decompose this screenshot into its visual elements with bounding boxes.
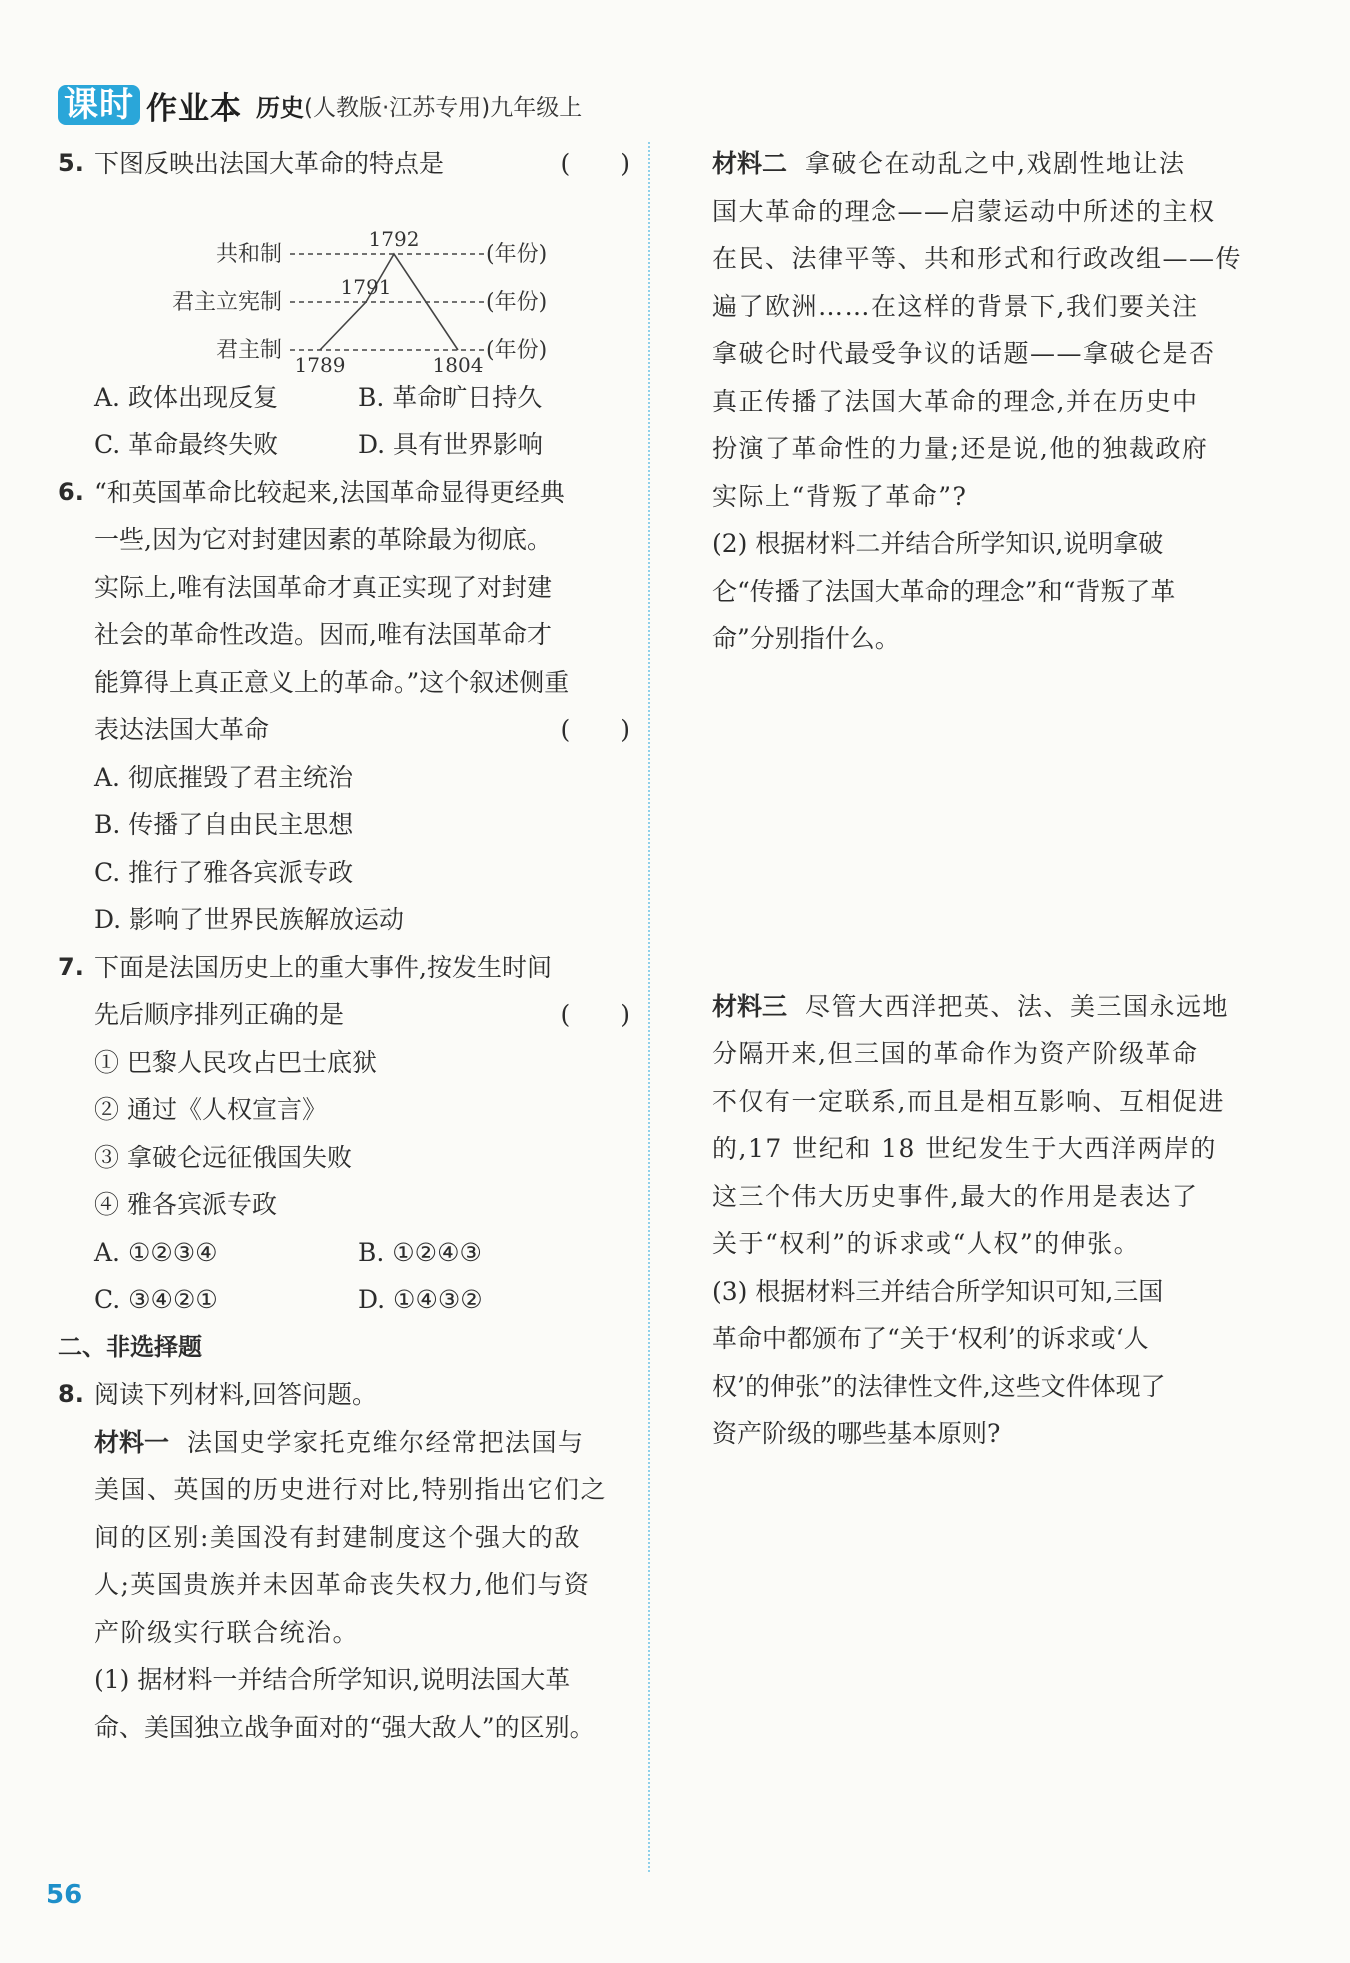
regime-timeline-svg (94, 188, 630, 374)
material-line: 实际上“背叛了革命”? (712, 481, 968, 511)
unit-label-1: (年份) (486, 241, 548, 267)
q7-row-2 (58, 991, 630, 1039)
material-line: 扮演了革命性的力量;还是说,他的独裁政府 (712, 434, 1209, 463)
sub-question-3 (712, 1268, 1252, 1458)
q6-line: 能算得上真正意义上的革命。”这个叙述侧重 (94, 667, 570, 697)
q5-answer-paren[interactable]: ( ) (560, 149, 630, 178)
material-one (94, 1419, 630, 1657)
q5-option-a[interactable]: A. 政体出现反复 (94, 382, 278, 412)
q5-diagram (94, 188, 630, 374)
q6-line: “和英国革命比较起来,法国革命显得更经典 (94, 477, 565, 507)
material-line: 国大革命的理念——启蒙运动中所述的主权 (712, 196, 1216, 226)
answer-space-2[interactable] (712, 663, 1252, 983)
sub-question-line: 革命中都颁布了“关于‘权利’的诉求或‘人 (712, 1324, 1149, 1353)
brand-name: 作业本 (146, 90, 242, 127)
year-1789: 1789 (294, 352, 346, 374)
subject-label: 历史 (256, 93, 304, 122)
q6-option-a[interactable]: A. 彻底摧毁了君主统治 (94, 762, 353, 792)
q7-options-row-1 (94, 1229, 630, 1277)
q8-stem-row (58, 1371, 630, 1419)
unit-label-2: (年份) (486, 289, 548, 315)
q7-event-3: ③ 拿破仑远征俄国失败 (94, 1142, 352, 1172)
q7-answer-paren[interactable]: ( ) (560, 1000, 630, 1029)
material-line: 拿破仑时代最受争议的话题——拿破仑是否 (712, 339, 1216, 368)
sub-question-line: 仑“传播了法国大革命的理念”和“背叛了革 (712, 576, 1176, 606)
q7-number: 7. (58, 952, 84, 981)
q6-number: 6. (58, 477, 84, 506)
edition-label: (人教版·江苏专用)九年级上 (304, 94, 583, 121)
material-line: 这三个伟大历史事件,最大的作用是表达了 (712, 1181, 1199, 1211)
sub-question-line: 权’的伸张”的法律性文件,这些文件体现了 (712, 1371, 1166, 1401)
year-1791: 1791 (340, 274, 392, 299)
year-1804: 1804 (432, 352, 484, 374)
q7-line: 下面是法国历史上的重大事件,按发生时间 (94, 952, 552, 982)
right-column (712, 140, 1252, 1458)
material-line: 产阶级实行联合统治。 (94, 1617, 360, 1647)
material-two (712, 140, 1252, 520)
material-line: 的,17 世纪和 18 世纪发生于大西洋两岸的 (712, 1134, 1217, 1163)
section-heading: 二、非选择题 (58, 1332, 202, 1361)
material-line: 遍了欧洲……在这样的背景下,我们要关注 (712, 291, 1199, 321)
q7-event-2: ② 通过《人权宣言》 (94, 1095, 327, 1124)
q6-line: 一些,因为它对封建因素的革除最为彻底。 (94, 525, 552, 554)
material-three (712, 983, 1252, 1268)
material-three-title: 材料三 (712, 991, 788, 1021)
q7-event-4: ④ 雅各宾派专政 (94, 1190, 277, 1219)
left-column (58, 140, 630, 1751)
q5-options-row-1 (94, 374, 630, 422)
q7-option-c[interactable]: C. ③④②① (94, 1285, 218, 1314)
sub-question-2 (712, 520, 1252, 663)
material-two-title: 材料二 (712, 149, 788, 178)
q7-row-1 (58, 944, 630, 992)
material-line: 在民、法律平等、共和形式和行政改组——传 (712, 244, 1243, 273)
material-line: 间的区别:美国没有封建制度这个强大的敌 (94, 1522, 581, 1552)
sub-question-line: 命、美国独立战争面对的“强大敌人”的区别。 (94, 1712, 595, 1742)
material-line: 美国、英国的历史进行对比,特别指出它们之 (94, 1475, 607, 1504)
material-line: 分隔开来,但三国的革命作为资产阶级革命 (712, 1039, 1199, 1068)
unit-label-3: (年份) (486, 337, 548, 363)
q6-last-row (58, 706, 630, 754)
material-line: 人;英国贵族并未因革命丧失权力,他们与资 (94, 1570, 591, 1599)
sub-question-line: (2) 根据材料二并结合所学知识,说明拿破 (712, 529, 1164, 558)
q6-line: 社会的革命性改造。因而,唯有法国革命才 (94, 620, 552, 649)
q5-stem-row (58, 140, 630, 188)
q6-option-d[interactable]: D. 影响了世界民族解放运动 (94, 905, 405, 934)
material-line: 真正传播了法国大革命的理念,并在历史中 (712, 386, 1199, 416)
q8-number: 8. (58, 1380, 84, 1408)
year-1792: 1792 (368, 226, 420, 251)
material-line: 不仅有一定联系,而且是相互影响、互相促进 (712, 1086, 1225, 1116)
row-label-republic: 共和制 (215, 241, 282, 267)
q6-line: 实际上,唯有法国革命才真正实现了对封建 (94, 572, 552, 602)
q6-option-c[interactable]: C. 推行了雅各宾派专政 (94, 857, 354, 887)
q5-option-b[interactable]: B. 革命旷日持久 (358, 382, 543, 412)
q6-row-1 (58, 469, 630, 517)
q6-line: 表达法国大革命 (94, 715, 270, 744)
q7-options-row-2 (94, 1276, 630, 1324)
q7-line: 先后顺序排列正确的是 (94, 1000, 345, 1029)
material-line: 法国史学家托克维尔经常把法国与 (187, 1427, 585, 1457)
q6-answer-paren[interactable]: ( ) (560, 715, 630, 744)
q5-option-c[interactable]: C. 革命最终失败 (94, 430, 279, 459)
material-line: 尽管大西洋把英、法、美三国永远地 (805, 991, 1230, 1021)
material-line: 拿破仑在动乱之中,戏剧性地让法 (805, 149, 1186, 178)
brand-logo-box: 课时 (58, 85, 140, 125)
q5-option-d[interactable]: D. 具有世界影响 (358, 430, 544, 459)
page-header (58, 84, 582, 126)
q5-stem: 下图反映出法国大革命的特点是 (94, 149, 445, 178)
q7-option-b[interactable]: B. ①②④③ (358, 1237, 482, 1267)
sub-question-1 (94, 1656, 630, 1751)
q6-option-b[interactable]: B. 传播了自由民主思想 (94, 810, 354, 839)
column-divider (648, 142, 650, 1872)
q7-event-1: ① 巴黎人民攻占巴士底狱 (94, 1047, 377, 1077)
material-one-title: 材料一 (94, 1427, 170, 1457)
page-number: 56 (46, 1880, 83, 1910)
material-line: 关于“权利”的诉求或“人权”的伸张。 (712, 1229, 1141, 1258)
sub-question-line: (1) 据材料一并结合所学知识,说明法国大革 (94, 1665, 571, 1694)
q5-number: 5. (58, 149, 84, 177)
sub-question-line: (3) 根据材料三并结合所学知识可知,三国 (712, 1276, 1164, 1306)
sub-question-line: 命”分别指什么。 (712, 624, 900, 653)
q7-option-a[interactable]: A. ①②③④ (94, 1237, 218, 1267)
q5-options-row-2 (94, 421, 630, 469)
row-label-constitutional: 君主立宪制 (171, 289, 282, 315)
q8-stem: 阅读下列材料,回答问题。 (94, 1380, 377, 1409)
sub-question-line: 资产阶级的哪些基本原则? (712, 1419, 1001, 1448)
q7-option-d[interactable]: D. ①④③② (358, 1285, 483, 1314)
row-label-absolute: 君主制 (215, 337, 282, 363)
